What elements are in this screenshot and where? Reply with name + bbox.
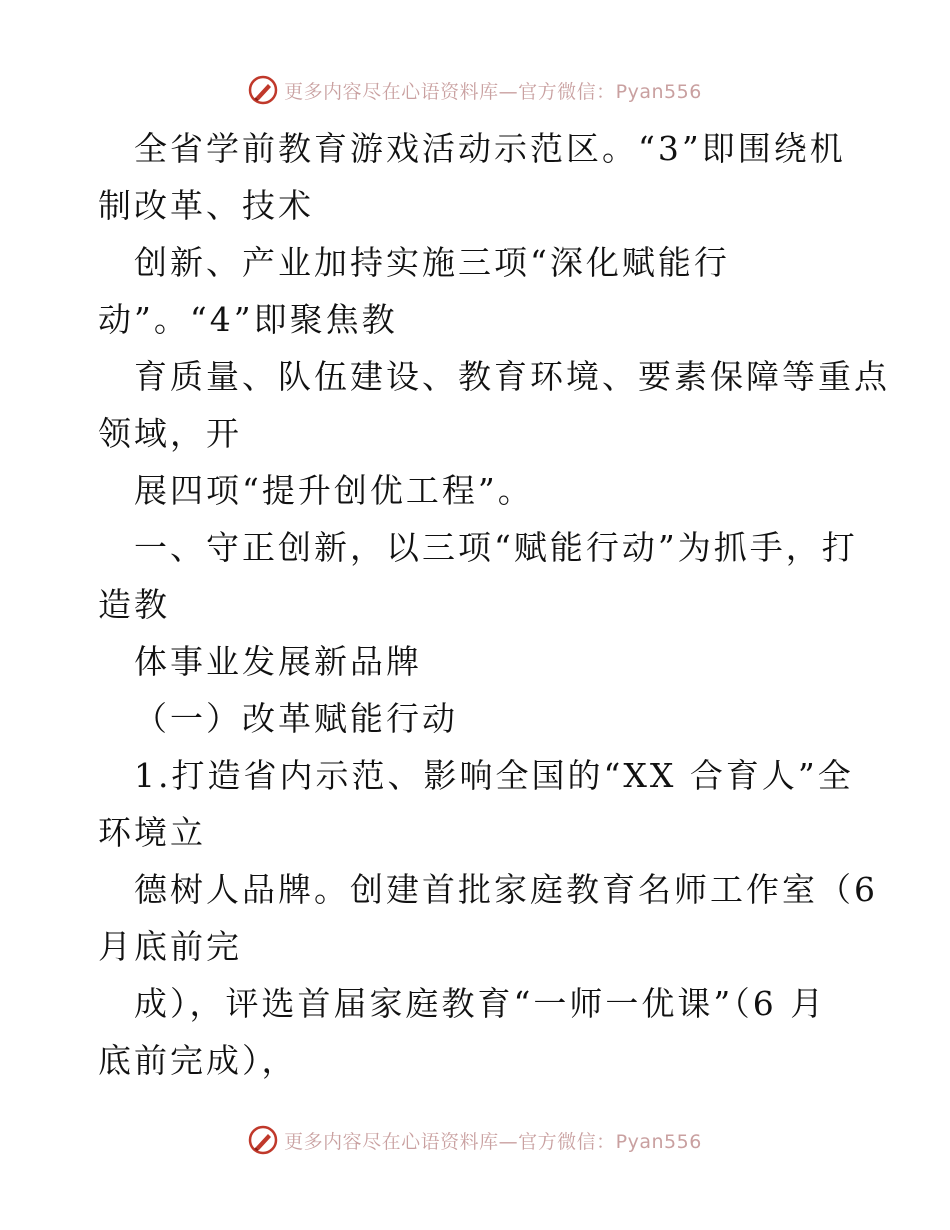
pen-logo-icon xyxy=(248,1125,278,1155)
text-line: 育质量、队伍建设、教育环境、要素保障等重点 xyxy=(134,357,890,396)
watermark-text: 更多内容尽在心语资料库—官方微信：Pyan556 xyxy=(284,1130,702,1153)
text-line: 全省学前教育游戏活动示范区。“3”即围绕机 xyxy=(134,129,846,168)
text-line: （一）改革赋能行动 xyxy=(134,699,458,738)
text-line: 展四项“提升创优工程”。 xyxy=(134,471,534,510)
text-line: 创新、产业加持实施三项“深化赋能行 xyxy=(134,243,730,282)
text-line: 月底前完 xyxy=(98,927,242,966)
text-line: 动”。“4”即聚焦教 xyxy=(98,300,398,339)
text-line: 造教 xyxy=(98,585,170,624)
document-body xyxy=(98,120,890,1089)
text-line: 制改革、技术 xyxy=(98,186,314,225)
header-watermark xyxy=(0,72,950,108)
text-line: 德树人品牌。创建首批家庭教育名师工作室（6 xyxy=(134,870,878,909)
watermark-text: 更多内容尽在心语资料库—官方微信：Pyan556 xyxy=(284,80,702,103)
text-line: 领域，开 xyxy=(98,414,242,453)
text-line: 一、守正创新，以三项“赋能行动”为抓手，打 xyxy=(134,528,858,567)
text-line: 成），评选首届家庭教育“一师一优课”（6 月 xyxy=(134,984,827,1023)
pen-logo-icon xyxy=(248,75,278,105)
text-line: 体事业发展新品牌 xyxy=(134,642,422,681)
text-line: 1.打造省内示范、影响全国的“XX 合育人”全 xyxy=(134,756,854,795)
text-line: 底前完成）， xyxy=(98,1041,298,1080)
footer-watermark xyxy=(0,1122,950,1158)
text-line: 环境立 xyxy=(98,813,206,852)
